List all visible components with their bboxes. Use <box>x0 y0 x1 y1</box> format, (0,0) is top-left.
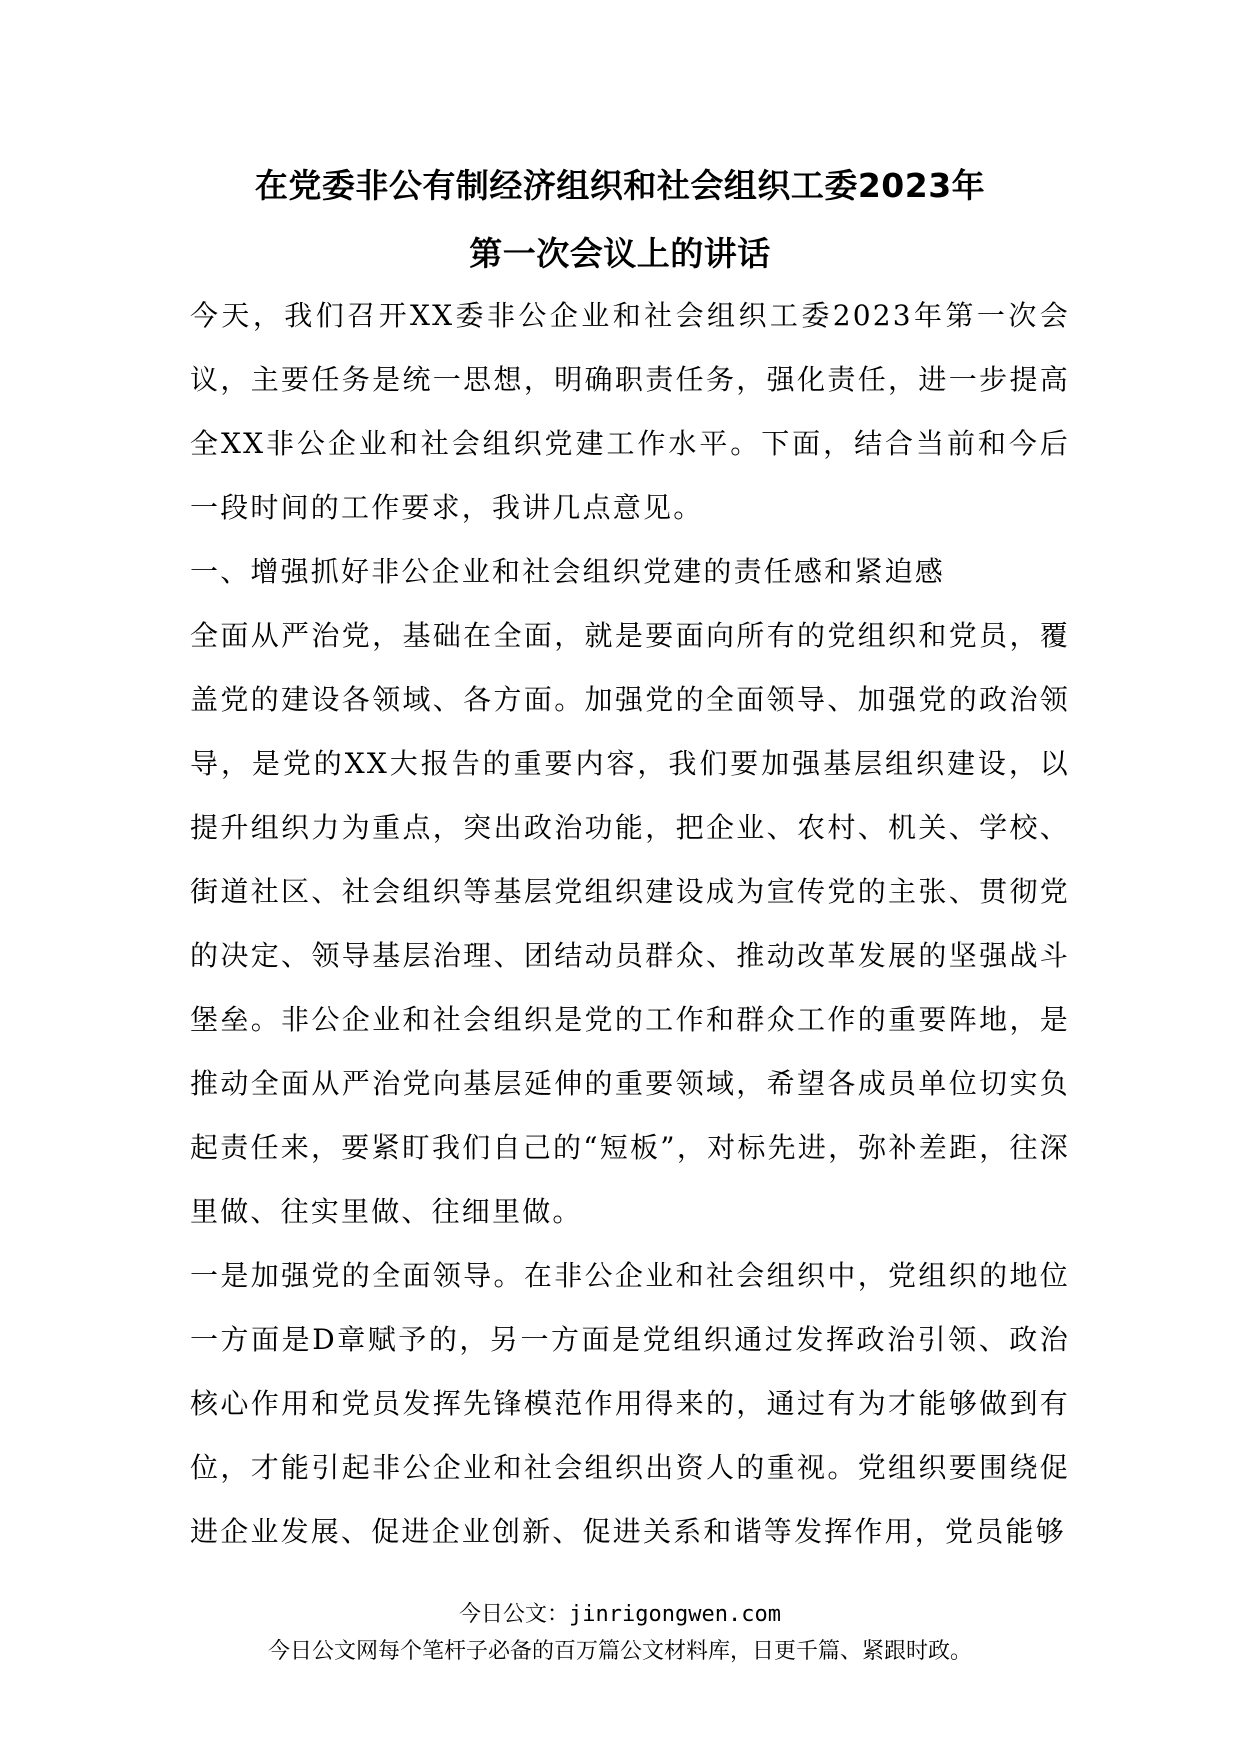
document-title-line-2: 第一次会议上的讲话 <box>469 234 771 273</box>
paragraph-section-1: 全面从严治党，基础在全面，就是要面向所有的党组织和党员，覆盖党的建设各领域、各方面。加强党的全面领导、加强党的政治领导，是党的XX大报告的重要内容，我们要加强基层组织建设，以提升组织力为重点，突出政治功能，把企业、农村、机关、学校、街道社区、社会组织等基层党组织建设成为宣传党的主张、贯彻党的决定、领导基层治理、团结动员群众、推动改革发展的坚强战斗堡垒。非公企业和社会组织是党的工作和群众工作的重要阵地，是推动全面从严治党向基层延伸的重要领域，希望各成员单位切实负起责任来，要紧盯我们自己的“短板”，对标先进，弥补差距，往深里做、往实里做、往细里做。 <box>190 619 1070 1228</box>
document-body <box>190 284 1070 1564</box>
paragraph-intro: 今天，我们召开XX委非公企业和社会组织工委2023年第一次会议，主要任务是统一思想，明确职责任务，强化责任，进一步提高全XX非公企业和社会组织党建工作水平。下面，结合当前和今后一段时间的工作要求，我讲几点意见。 <box>190 299 1070 524</box>
footer-site-url[interactable]: jinrigongwen.com <box>569 1602 781 1627</box>
section-heading-1: 一、增强抓好非公企业和社会组织党建的责任感和紧迫感 <box>190 555 946 588</box>
footer-site-line <box>0 1600 1240 1630</box>
footer-site-label: 今日公文： <box>459 1602 570 1627</box>
document-title-line-1: 在党委非公有制经济组织和社会组织工委2023年 <box>254 166 986 205</box>
paragraph-point-1: 一是加强党的全面领导。在非公企业和社会组织中，党组织的地位一方面是D章赋予的，另一方面是党组织通过发挥政治引领、政治核心作用和党员发挥先锋模范作用得来的，通过有为才能够做到有位，才能引起非公企业和社会组织出资人的重视。党组织要围绕促进企业发展、促进企业创新、促进关系和谐等发挥作用，党员能够 <box>190 1259 1070 1548</box>
footer-slogan: 今日公文网每个笔杆子必备的百万篇公文材料库，日更千篇、紧跟时政。 <box>267 1639 972 1664</box>
